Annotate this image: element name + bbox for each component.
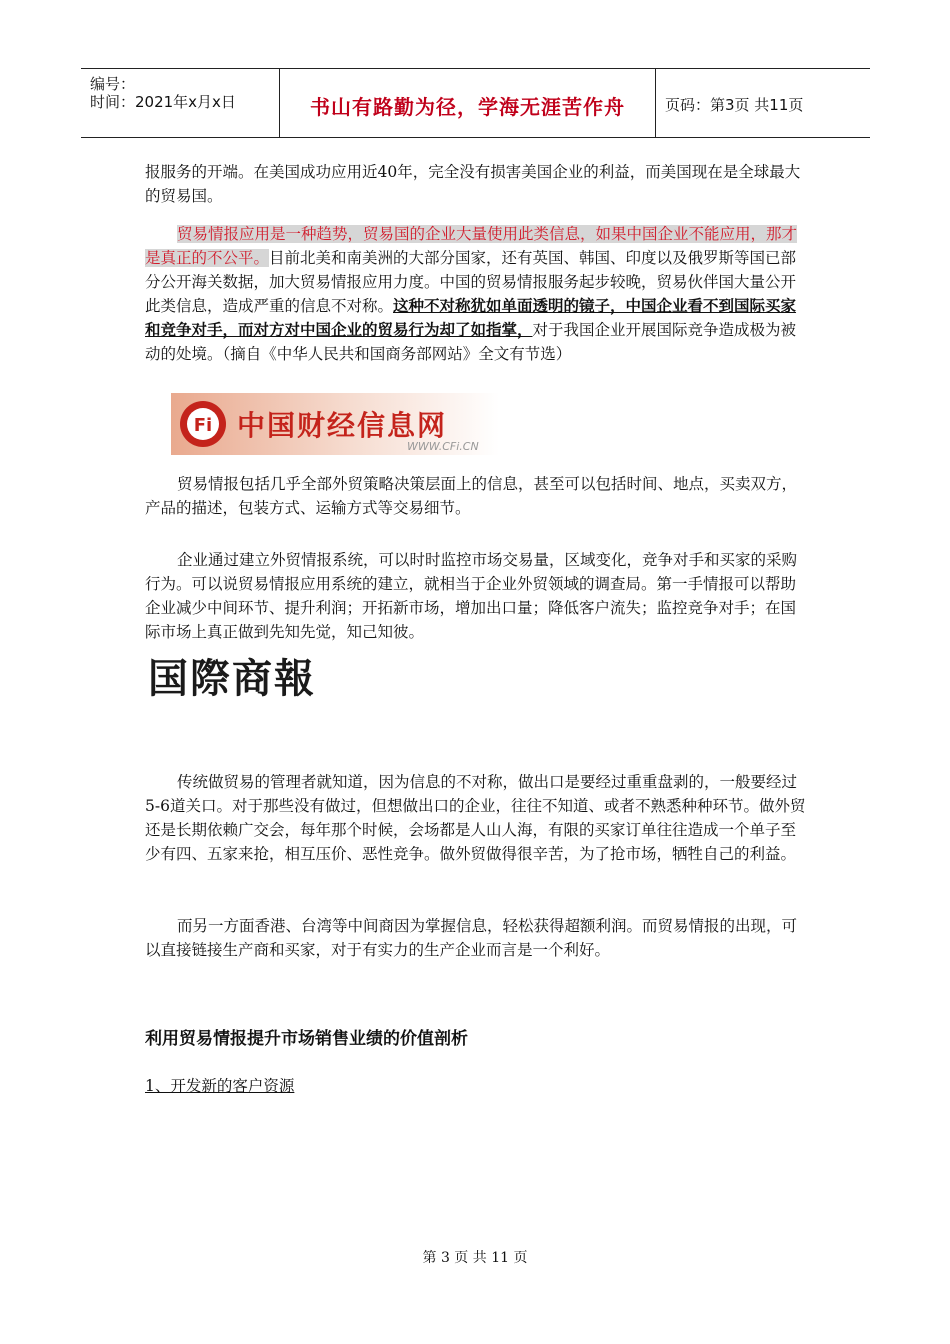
date-label: 时间：2021年x月x日: [90, 93, 236, 111]
paragraph-2-tail: 对于我国企业开展国际竞争造成极为被动的处境。（摘自《中华人民共和国商务部网站》全文有节选）: [145, 321, 797, 363]
paragraph-3: 贸易情报包括几乎全部外贸策略决策层面上的信息，甚至可以包括时间、地点，买卖双方，产品的描述，包装方式、运输方式等交易细节。: [145, 475, 798, 517]
paragraph-6: 而另一方面香港、台湾等中间商因为掌握信息，轻松获得超额利润。而贸易情报的出现，可以直接链接生产商和买家，对于有实力的生产企业而言是一个利好。: [145, 917, 798, 959]
header-meta-cell: [81, 69, 280, 137]
header-motto-cell: [280, 69, 656, 137]
page-footer: 第 3 页 共 11 页: [422, 1250, 528, 1266]
motto: 书山有路勤为径，学海无涯苦作舟: [310, 95, 625, 119]
gjsb-logo-text: 国際商報: [148, 655, 316, 702]
cfi-logo-text: 中国财经信息网: [237, 409, 448, 442]
international-business-daily-logo: [146, 652, 342, 702]
header-page-cell: [656, 69, 870, 137]
bold-underlined-text: 这种不对称犹如单面透明的镜子，中国企业看不到国际买家和竞争对手，而对方对中国企业的贸易行为却了如指掌，: [145, 296, 797, 339]
section-title: 利用贸易情报提升市场销售业绩的价值剖析: [145, 1029, 468, 1049]
highlighted-text: 贸易情报应用是一种趋势，贸易国的企业大量使用此类信息，如果中国企业不能应用，那才是真正的不公平。: [145, 225, 798, 267]
paragraph-4: 企业通过建立外贸情报系统，可以时时监控市场交易量，区域变化，竞争对手和买家的采购行为。可以说贸易情报应用系统的建立，就相当于企业外贸领域的调查局。第一手情报可以帮助企业减少中间环节、提升利润；开拓新市场，增加出口量；降低客户流失；监控竞争对手；在国际市场上真正做到先知先觉，知己知彼。: [145, 551, 798, 641]
page-label: 页码：第3页 共11页: [665, 96, 804, 114]
cfi-url: WWW.CFi.CN: [407, 440, 479, 453]
paragraph-5: 传统做贸易的管理者就知道，因为信息的不对称，做出口是要经过重重盘剥的，一般要经过5-6道关口。对于那些没有做过，但想做出口的企业，往往不知道、或者不熟悉种种环节。做外贸还是长期依赖广交会，每年那个时候，会场都是人山人海，有限的买家订单往往造成一个单子至少有四、五家来抢，相互压价、恶性竞争。做外贸做得很辛苦，为了抢市场，牺牲自己的利益。: [145, 773, 806, 863]
cfi-mark: Fi: [193, 415, 213, 436]
subsection-title: 1、开发新的客户资源: [145, 1077, 295, 1095]
cfi-logo: [171, 393, 499, 455]
paragraph-1: 报服务的开端。在美国成功应用近40年，完全没有损害美国企业的利益，而美国现在是全球最大的贸易国。: [145, 163, 801, 205]
number-label: 编号：: [90, 75, 136, 93]
page-header: [81, 68, 870, 138]
paragraph-2: [145, 222, 810, 366]
paragraph-2-mid: 目前北美和南美洲的大部分国家，还有英国、韩国、印度以及俄罗斯等国已部分公开海关数据，加大贸易情报应用力度。中国的贸易情报服务起步较晚，贸易伙伴国大量公开此类信息，造成严重的信息不对称。: [145, 249, 797, 315]
